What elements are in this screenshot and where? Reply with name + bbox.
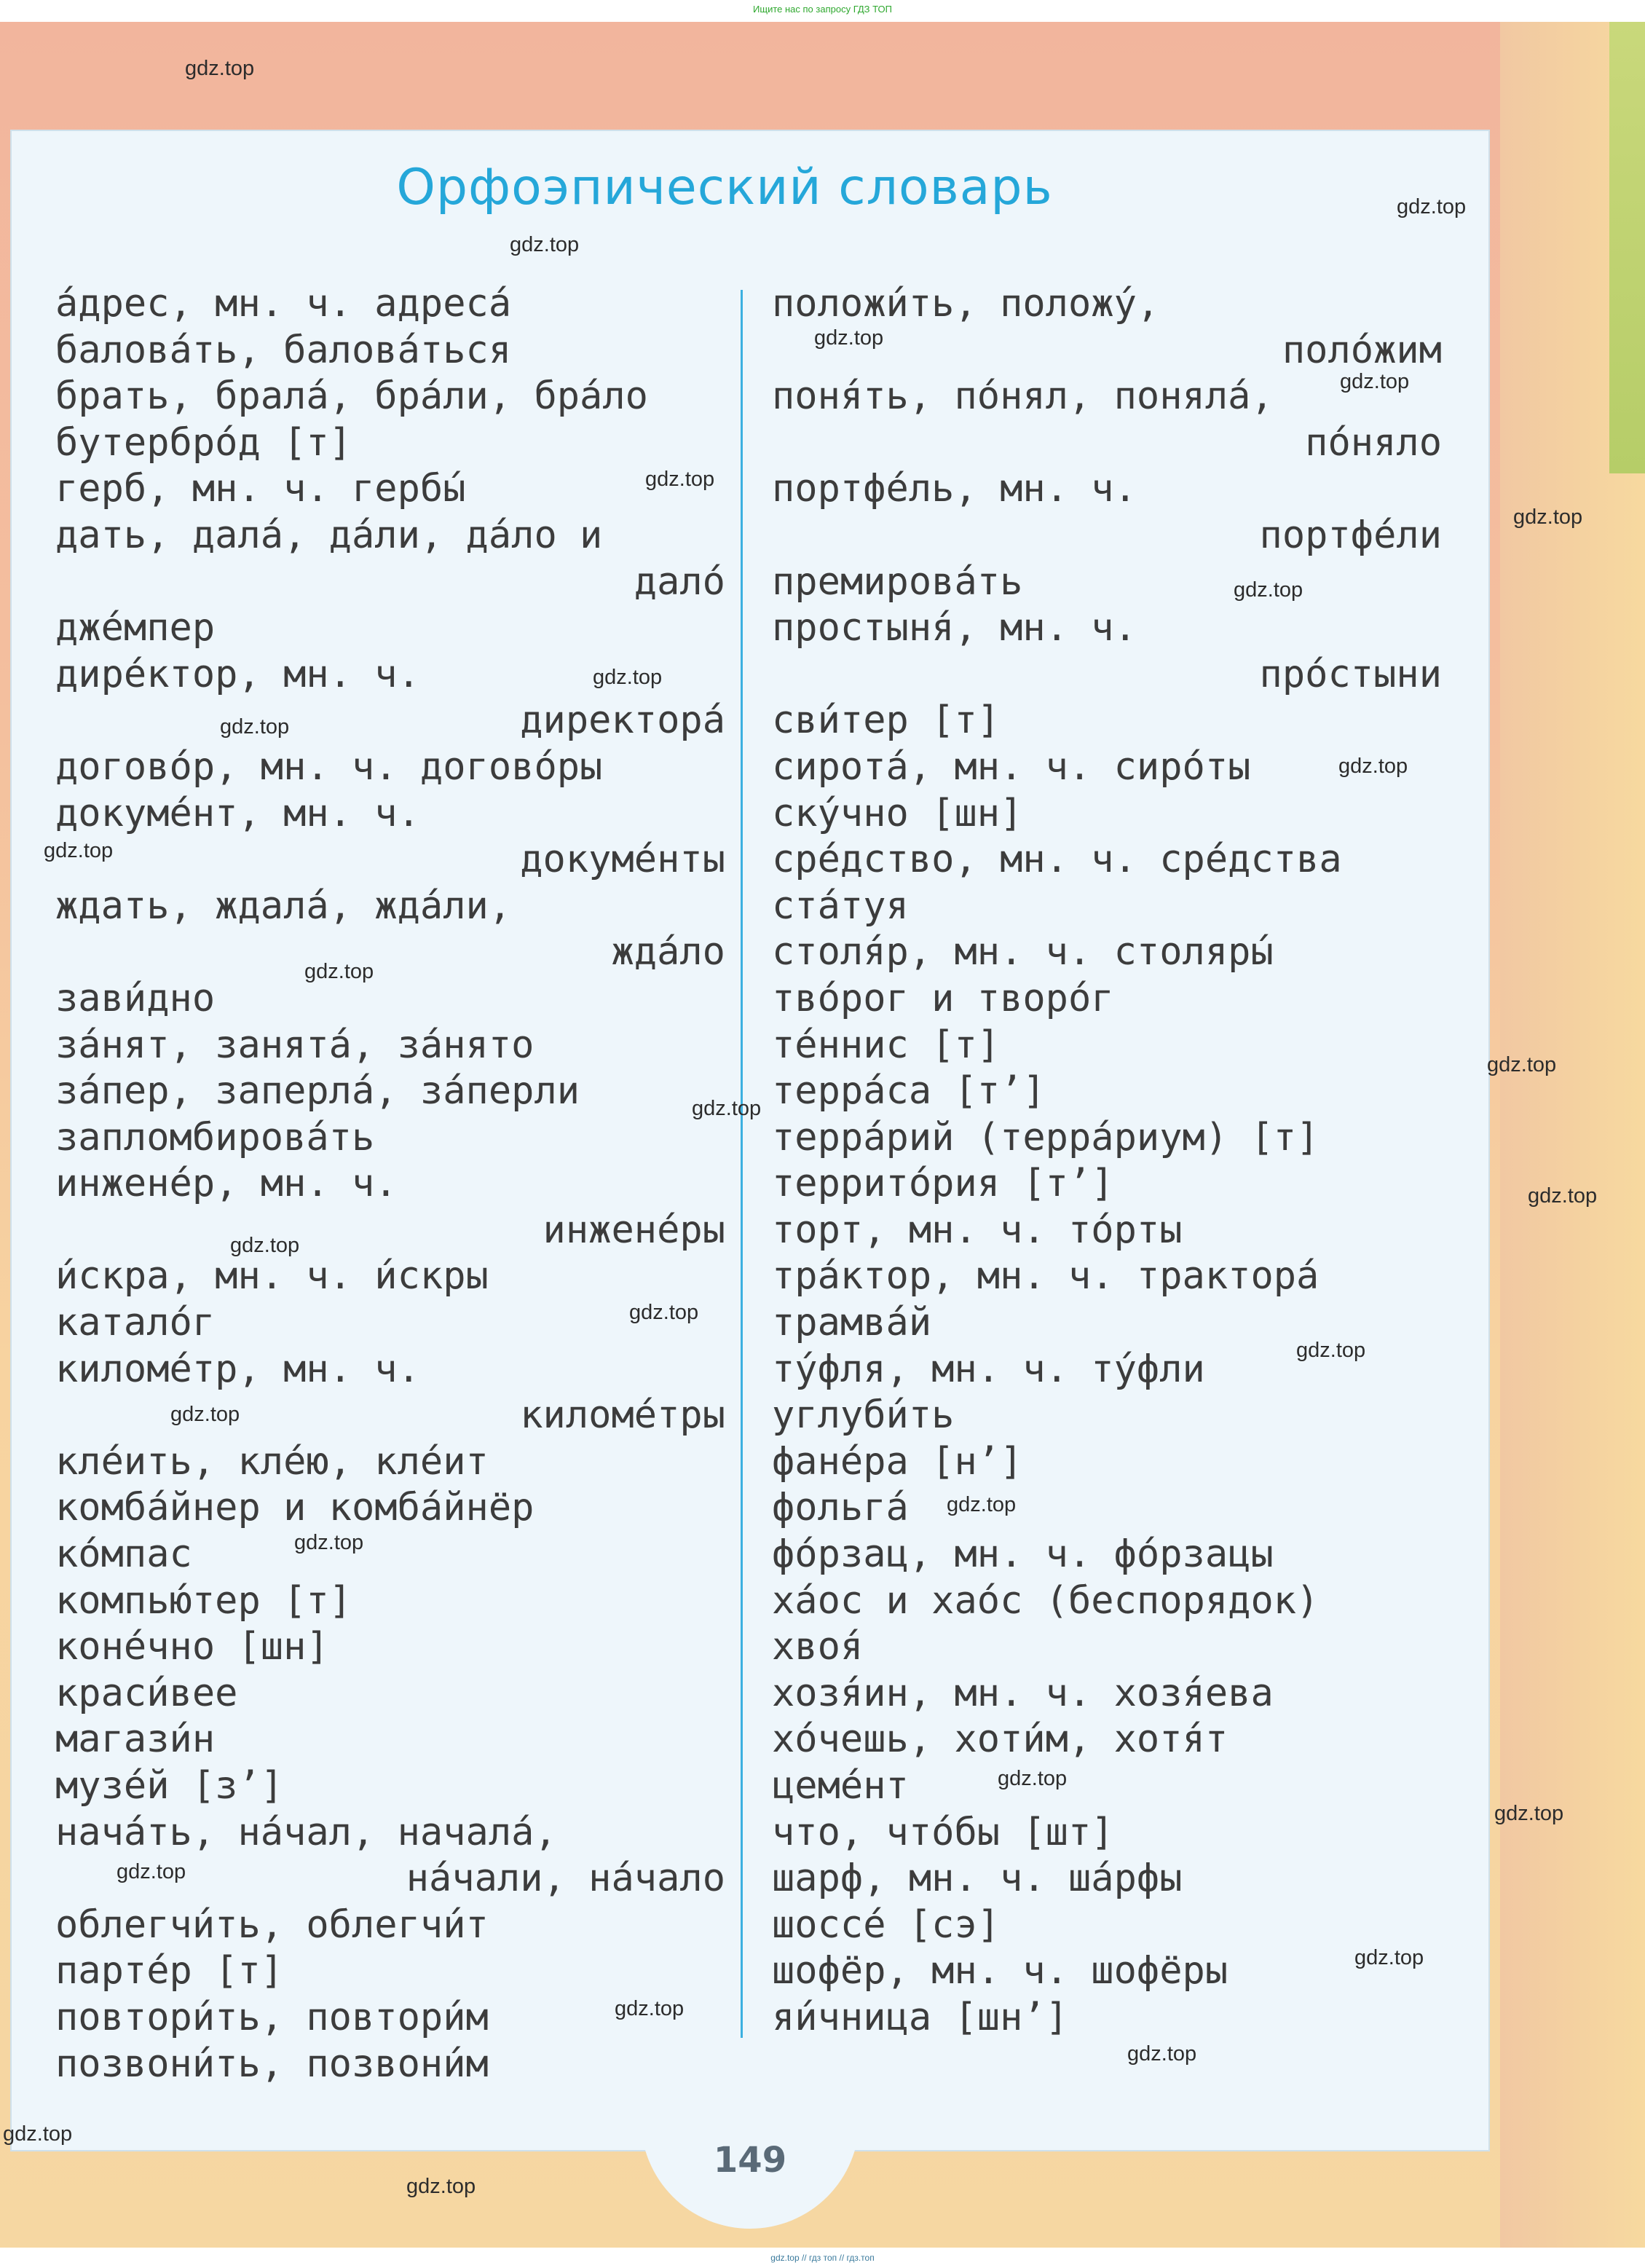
dictionary-entry: шоссе́ [сэ] [772,1902,1001,1947]
dictionary-entry: краси́вее [55,1671,238,1715]
watermark: gdz.top [998,1767,1068,1790]
watermark: gdz.top [1513,505,1583,529]
dictionary-entry: кле́ить, кле́ю, кле́ит [55,1439,489,1484]
column-divider [741,290,743,2038]
dictionary-entry: террито́рия [т’] [772,1162,1114,1206]
watermark: gdz.top [185,57,255,80]
dictionary-entry: повтори́ть, повтори́м [55,1995,489,2039]
dictionary-entry: столя́р, мн. ч. столяры́ [772,930,1274,974]
dictionary-entry: терра́са [т’] [772,1069,1046,1114]
dictionary-entry: яи́чница [шн’] [772,1995,1068,2039]
watermark: gdz.top [304,960,374,983]
dictionary-entry: музе́й [з’] [55,1764,284,1808]
dictionary-entry: ждать, ждала́, жда́ли, [55,883,512,928]
dictionary-entry: торт, мн. ч. то́рты [772,1208,1183,1252]
watermark: gdz.top [117,1860,186,1883]
dictionary-entry: ко́мпас [55,1532,192,1577]
dictionary-entry: простыня́, мн. ч. [772,606,1137,650]
dictionary-entry: те́ннис [т] [772,1023,1001,1067]
watermark: gdz.top [1354,1946,1424,1969]
top-banner: Ищите нас по запросу ГДЗ ТОП [0,0,1645,22]
dictionary-entry: ску́чно [шн] [772,791,1023,835]
dictionary-entry: догово́р, мн. ч. догово́ры [55,744,603,789]
dictionary-entry: комба́йнер и комба́йнёр [55,1486,534,1530]
dictionary-entry: тра́ктор, мн. ч. трактора́ [772,1254,1319,1299]
dictionary-entry-continuation: инжене́ры [543,1208,725,1252]
dictionary-entry: премирова́ть [772,559,1023,604]
dictionary-entry: дже́мпер [55,606,216,650]
dictionary-entry: позвони́ть, позвони́м [55,2041,489,2086]
watermark: gdz.top [3,2122,73,2146]
watermark: gdz.top [1296,1339,1366,1362]
watermark: gdz.top [615,1997,685,2020]
dictionary-entry: а́дрес, мн. ч. адреса́ [55,282,512,326]
dictionary-entry: хвоя́ [772,1625,864,1669]
dictionary-entry-continuation: жда́ло [611,930,725,974]
bottom-banner: gdz.top // гдз топ // гдз.топ [0,2248,1645,2268]
dictionary-entry: углуби́ть [772,1393,955,1438]
dictionary-entry: фо́рзац, мн. ч. фо́рзацы [772,1532,1274,1577]
dictionary-entry: хозя́ин, мн. ч. хозя́ева [772,1671,1274,1715]
dictionary-entry: трамва́й [772,1301,932,1345]
dictionary-entry: ту́фля, мн. ч. ту́фли [772,1347,1205,1391]
watermark: gdz.top [1127,2042,1197,2066]
dictionary-entry: цеме́нт [772,1764,909,1808]
watermark: gdz.top [44,839,114,862]
dictionary-entry: бутербро́д [т] [55,420,352,465]
dictionary-entry: парте́р [т] [55,1949,284,1993]
dictionary-entry: докуме́нт, мн. ч. [55,791,420,835]
dictionary-entry-continuation: директора́ [520,698,725,743]
dictionary-entry: ха́ос и хао́с (беспорядок) [772,1578,1319,1623]
dictionary-entry: балова́ть, балова́ться [55,328,512,372]
dictionary-entry: герб, мн. ч. гербы́ [55,467,466,511]
dictionary-entry: дать, дала́, да́ли, да́ло и [55,513,603,557]
dictionary-entry-continuation: дало́ [634,559,725,604]
left-column [55,281,725,2087]
dictionary-entry-continuation: докуме́нты [520,838,725,882]
dictionary-entry: брать, брала́, бра́ли, бра́ло [55,374,648,419]
dictionary-entry-continuation: поло́жим [1282,328,1442,372]
watermark: gdz.top [814,326,884,350]
dictionary-entry: дире́ктор, мн. ч. [55,652,420,696]
dictionary-entry: портфе́ль, мн. ч. [772,467,1137,511]
green-corner-decoration [1609,22,1645,473]
dictionary-entry: хо́чешь, хоти́м, хотя́т [772,1717,1228,1762]
watermark: gdz.top [510,233,580,256]
watermark: gdz.top [406,2175,476,2198]
dictionary-entry: сви́тер [т] [772,698,1001,743]
watermark: gdz.top [1338,755,1408,778]
page-title: Орфоэпический словарь [396,159,1053,216]
dictionary-entry: поня́ть, по́нял, поняла́, [772,374,1274,419]
watermark: gdz.top [1340,370,1410,393]
dictionary-entry: шофёр, мн. ч. шофёры [772,1949,1228,1993]
page-number: 149 [713,2140,787,2181]
dictionary-entry: нача́ть, на́чал, начала́, [55,1810,557,1854]
dictionary-entry: что, что́бы [шт] [772,1810,1114,1854]
dictionary-entry: терра́рий (терра́риум) [т] [772,1115,1319,1159]
dictionary-entry: инжене́р, мн. ч. [55,1162,398,1206]
dictionary-entry: фане́ра [н’] [772,1439,1023,1484]
dictionary-entry: тво́рог и творо́г [772,976,1114,1020]
watermark: gdz.top [1234,578,1303,602]
dictionary-entry-continuation: киломе́тры [520,1393,725,1438]
dictionary-entry-continuation: на́чали, на́чало [406,1856,725,1901]
dictionary-entry: за́пер, заперла́, за́перли [55,1069,580,1114]
watermark: gdz.top [230,1234,300,1257]
dictionary-entry: фольга́ [772,1486,909,1530]
watermark: gdz.top [1528,1184,1598,1208]
watermark: gdz.top [1397,195,1467,218]
watermark: gdz.top [593,666,663,689]
watermark: gdz.top [692,1097,762,1120]
dictionary-entry: и́скра, мн. ч. и́скры [55,1254,489,1299]
dictionary-entry: ста́туя [772,883,909,928]
dictionary-entry: киломе́тр, мн. ч. [55,1347,420,1391]
dictionary-entry: зави́дно [55,976,216,1020]
right-column [772,281,1442,2041]
dictionary-entry: положи́ть, положу́, [772,282,1160,326]
watermark: gdz.top [1487,1053,1557,1076]
dictionary-entry: за́нят, занята́, за́нято [55,1023,534,1067]
dictionary-entry: облегчи́ть, облегчи́т [55,1902,489,1947]
watermark: gdz.top [1494,1802,1564,1825]
dictionary-entry-continuation: портфе́ли [1259,513,1442,557]
dictionary-entry-continuation: про́стыни [1259,652,1442,696]
dictionary-entry: сирота́, мн. ч. сиро́ты [772,744,1251,789]
dictionary-entry: катало́г [55,1301,216,1345]
watermark: gdz.top [947,1493,1017,1516]
dictionary-entry-continuation: по́няло [1305,420,1442,465]
dictionary-entry: коне́чно [шн] [55,1625,329,1669]
dictionary-entry: запломбирова́ть [55,1115,375,1159]
watermark: gdz.top [645,468,715,491]
dictionary-entry: шарф, мн. ч. ша́рфы [772,1856,1183,1901]
dictionary-entry: компью́тер [т] [55,1578,352,1623]
dictionary-entry: магази́н [55,1717,216,1762]
watermark: gdz.top [629,1301,699,1324]
watermark: gdz.top [170,1403,240,1426]
dictionary-entry: сре́дство, мн. ч. сре́дства [772,838,1342,882]
watermark: gdz.top [220,715,290,739]
watermark: gdz.top [294,1531,364,1554]
